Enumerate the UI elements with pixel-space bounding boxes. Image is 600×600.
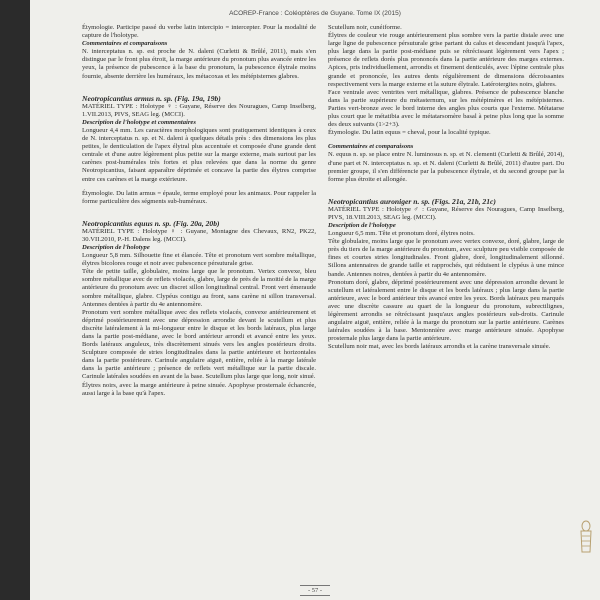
paragraph: Étymologie. Du latin armus = épaule, terme employé pour les animaux. Pour rappeler la forme particulière des ségments sub-huméraux. bbox=[82, 189, 316, 205]
paragraph: Pronotum doré, glabre, déprimé postérieurement avec une dépression arrondie devant le scutellum et latéralement entre le disque et les bords latéraux ; plus large dans la partie antérieure, avec le bord antérieur très avancé entre les yeux. Bords latéraux peu marqués avec une discrète cassure au quart de la longueur du pronotum, subrectilignes, légèrement arrondis se rétrécissant jusqu'aux angles postérieurs sub-droits. Carinule angulaire aiguë, entière, reliée à la marge du pronotum sur la partie antérieure. Carènes latérales soudées à la base. Mentonnière avec marge antérieure sinuée. Apophyse prosternale plus large dans la partie antérieure. bbox=[328, 278, 564, 343]
paragraph: MATÉRIEL TYPE : Holotype ♂ : Guyane, Réserve des Nouragues, Camp Inselberg, PIVS, 18.VIII.2013, SEAG leg. (MCCI). bbox=[328, 205, 564, 221]
species-heading: Neotropicantius armus n. sp. (Fig. 19a, 19b) bbox=[82, 93, 221, 103]
paragraph: Tête de petite taille, globulaire, moins large que le pronotum. Vertex convexe, bleu sombre métallique avec de reflets violacés, glabre, large de près de la moitié de la marge antérieure du pronotum avec un discret sillon longitudinal central. Front vert émeraude sombre métallique, glabre. Clypéus contigu au front, sans carène ni sillon transversal. Antennes dentées à partir du 4e antennomère. bbox=[82, 268, 316, 308]
paragraph: N. interceptatus n. sp. est proche de N. daleni (Curletti & Brûlé, 2011), mais s'en distingue par le front plus étroit, la marge antérieure du pronotum plus avancée entre les yeux, la présence de pubescence à la base du pronotum, la pubescence élytrale moins fournie, absente derrière les huméraux, les métacoxas et les métépisternes glabres. bbox=[82, 48, 316, 80]
paragraph: Longueur 4,4 mm. Les caractères morphologiques sont pratiquement identiques à ceux de N. interceptatus n. sp. et N. daleni à quelques détails près : des dimensions les plus petites, le denticulation de l'apex élytral plus accentuée et composée d'une grande dent centrale et d'une autre légèrement plus petite sur la marge externe, mais surtout par les carènes post-humérales très fortes et plus relevées que dans la norme du genre Neotropicantius, faisant apparaître déprimée et concave la partie des élytres comprise entre ces carènes et la marge extérieure. bbox=[82, 126, 316, 183]
paragraph: Étymologie. Du latin equus = cheval, pour la localité typique. bbox=[328, 129, 491, 137]
decorative-figure-icon bbox=[578, 520, 594, 554]
section-heading: Commentaires et comparaisons bbox=[82, 40, 168, 48]
paragraph: Élytres de couleur vie rouge antérieurement plus sombre vers la partie distale avec une large ligne de pubescence pérsuturale grise partant du calus et descendant jusqu'à l'apex, plus large dans la partie post-médiane puis se rétrécissant légèrement vers l'apex ; présence de reflets dorés plus prononcés dans la partie antérieure des marges externes. Apices, pris individuellement, arrondis et finement denticulés, avec l'épine centrale plus grande et prononcée, les autres dents régulièrement de dimensions décroissantes respectivement vers la marge externe et la suture élytrale. Latérotergites noirs, glabres. bbox=[328, 32, 564, 88]
section-heading: Description de l'holotype bbox=[82, 243, 150, 251]
paragraph: Élytres noirs, avec la marge antérieure à peine sinuée. Apophyse prosternale échancrée, aussi large à la base qu'à l'apex. bbox=[82, 381, 316, 397]
section-heading: Description de l'holotype et commentaires bbox=[82, 118, 196, 126]
left-column bbox=[82, 24, 316, 398]
spacer bbox=[82, 206, 316, 219]
spacer bbox=[328, 184, 564, 197]
paragraph: MATÉRIEL TYPE : Holotype ♀ : Guyane, Montagne des Chevaux, RN2, PK22, 30.VII.2010, P.-H. Dalens leg. (MCCI). bbox=[82, 227, 316, 243]
paragraph: Longueur 6,5 mm. Tête et pronotum doré, élytres noirs. bbox=[328, 230, 475, 238]
page-number: - 57 - bbox=[307, 587, 323, 594]
paragraph: Scutellum noir mat, avec les bords latéraux arrondis et la carène transversale sinuée. bbox=[328, 343, 551, 351]
paragraph: Pronotum vert sombre métallique avec des reflets violacés, convexe antérieurement et déprimé postérieurement avec une dépression arrondie devant le scutellum et plus discrète latéralement à la mi-longueur entre le disque et les bords latéraux, plus large dans la partie post-médiane, avec le bord antérieur arrondi et avancé entre les yeux. Bords latéraux anguleux, très discrètement sinués vers les angles postérieurs droits. Sculpture composée de stries longitudinales dans la partie antérieure et horizontales dans la partie postérieure. Carinule angulaire aiguë, entière, reliée à la marge latérale dans la partie antérieure ; présence de reflets vert métallique sur la partie discale. Carinule latérales soudées en avant de la base. Scutellum plus large que long, noir sinué. bbox=[82, 308, 316, 381]
paragraph: N. equus n. sp. se place entre N. luminosus n. sp. et N. clementi (Curletti & Brûlé, 2014), d'une part et N. interceptatus n. sp. et N. daleni (Curletti & Brûlé, 2011) d'autre part. Du premier groupe, il s'en différencie par la pubescence élytrale, et du second groupe par la forme plus étroite et allongée. bbox=[328, 151, 564, 183]
species-heading: Neotropicantius auroniger n. sp. (Figs. 21a, 21b, 21c) bbox=[328, 196, 496, 206]
section-heading: Commentaires et comparaisons bbox=[328, 143, 414, 151]
spacer bbox=[82, 81, 316, 94]
right-column bbox=[328, 24, 564, 351]
paragraph: MATÉRIEL TYPE : Holotype ♀ : Guyane, Réserve des Nouragues, Camp Inselberg, 1.VII.2013, PIVS, SEAG leg. (MCCI). bbox=[82, 102, 316, 118]
paragraph: Face ventrale avec ventrites vert métallique, glabres. Présence de pubescence blanche dans la partie supérieure du métasternum, sur les métépimères et les métépisternes. Parties vert-bronze avec le bord interne des angles plus courts que l'externe. Métatarse plus court que le métatibia avec le métatarsomère basal à peine plus long que la somme des deux suivants (1>2+3). bbox=[328, 88, 564, 129]
paragraph: Scutellum noir, cunéiforme. bbox=[328, 24, 402, 31]
running-header: ACOREP-France : Coléoptères de Guyane. Tome IX (2015) bbox=[229, 10, 401, 17]
paragraph: Longueur 5,8 mm. Silhouette fine et élancée. Tête et pronotum vert sombre métallique, élytres bicolores rouge et noir avec pubescence pérsuturale grise. bbox=[82, 252, 316, 268]
paragraph: Étymologie. Participe passé du verbe latin intercipio = intercepter. Pour la modalité de capture de l'holotype. bbox=[82, 24, 316, 40]
species-heading: Neotropicantius equus n. sp. (Fig. 20a, 20b) bbox=[82, 218, 220, 228]
section-heading: Description de l'holotype bbox=[328, 221, 396, 229]
paragraph: Tête globulaire, moins large que le pronotum avec vertex convexe, doré, glabre, large de près du tiers de la marge antérieure du pronotum, avec sculpture peu visible composée de fines et courtes stries longitudinales. Front glabre, doré, longitudinalement sillonné. Sillons antennaires de grande taille et rapprochés, qui réduisent le clypéus à une mince bande. Antennes noires, dentées à partir du 4e antennomère. bbox=[328, 238, 564, 278]
document-page bbox=[30, 0, 600, 600]
